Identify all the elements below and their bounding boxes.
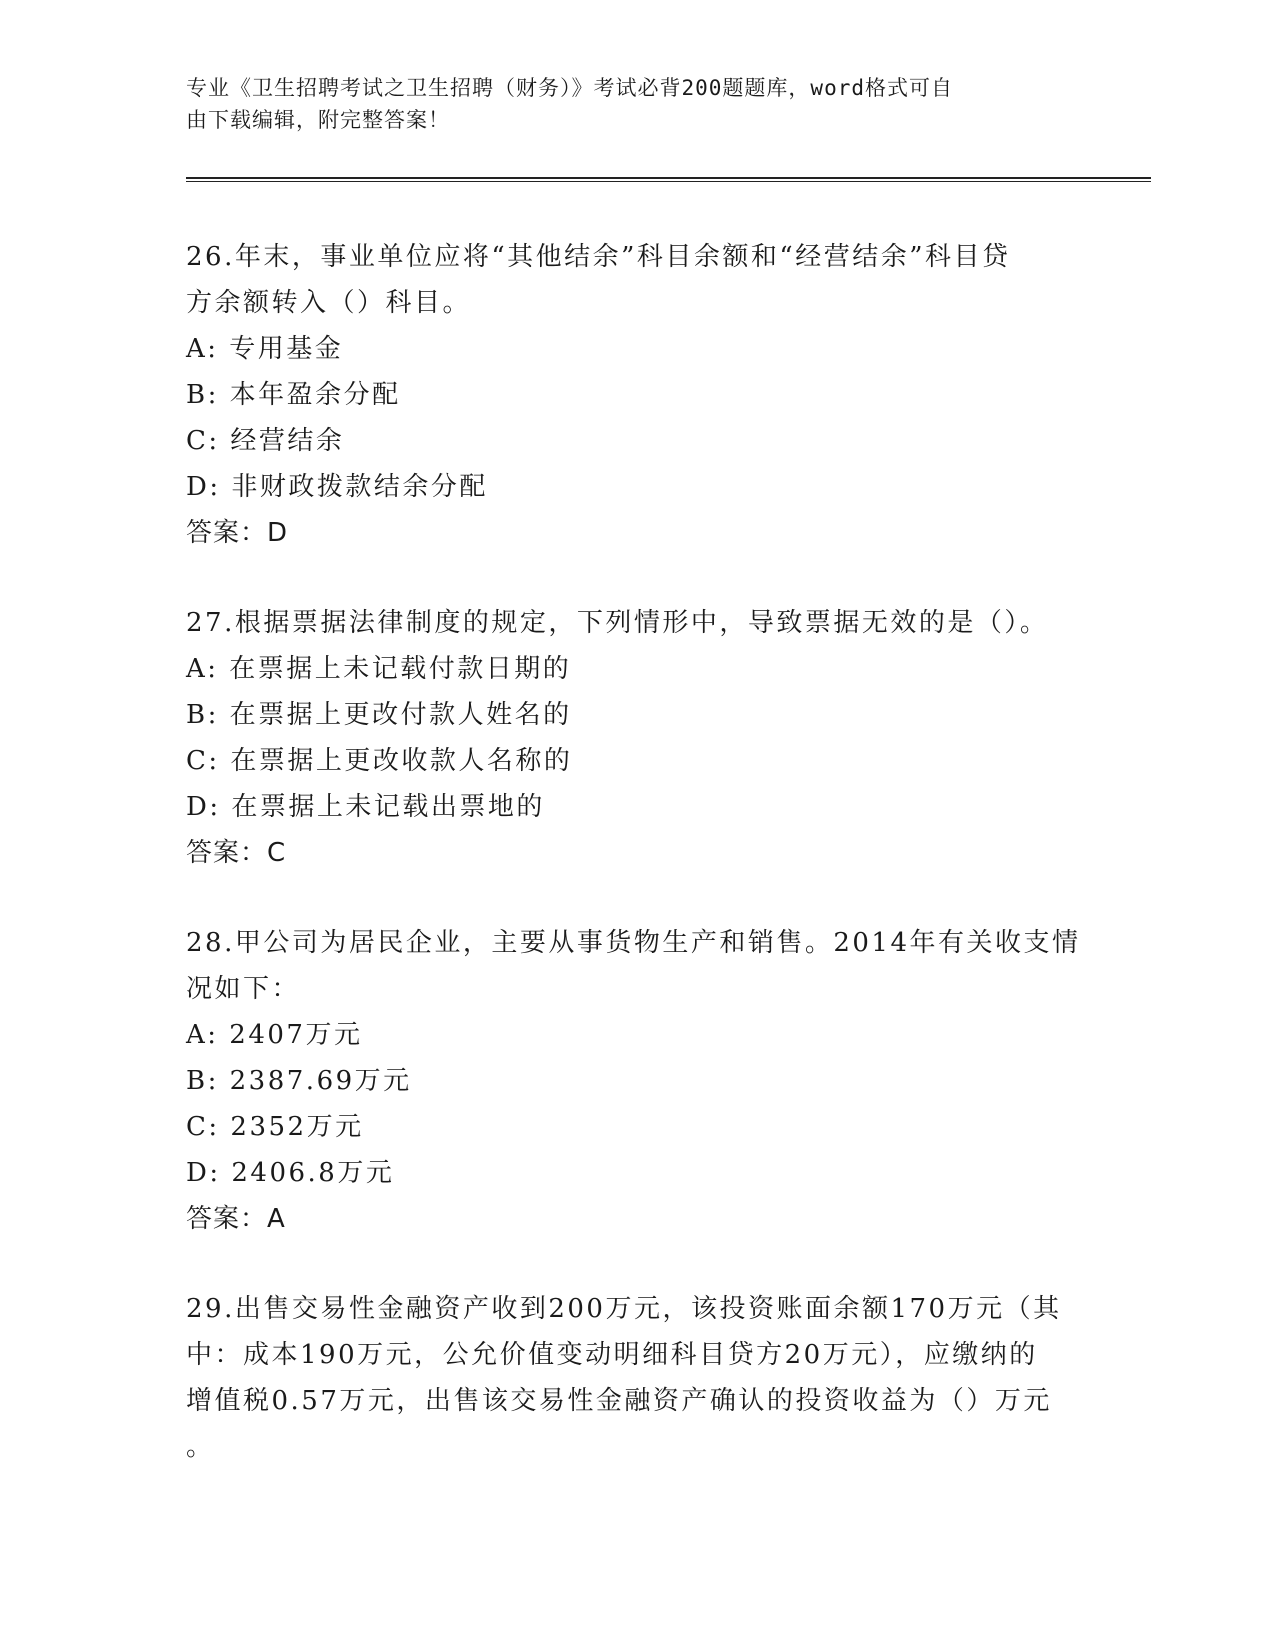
option-d: D: 非财政拨款结余分配 xyxy=(186,472,488,502)
option-b: B: 2387.69万元 xyxy=(186,1066,412,1096)
header-divider-bottom xyxy=(186,181,1151,182)
header-title-line-2: 由下载编辑，附完整答案！ xyxy=(186,108,450,132)
option-d: D: 2406.8万元 xyxy=(186,1158,395,1188)
option-a: A: 专用基金 xyxy=(186,334,344,364)
question-list xyxy=(186,234,1086,1470)
option-b: B: 在票据上更改付款人姓名的 xyxy=(186,700,572,730)
option-c: C: 经营结余 xyxy=(186,426,345,456)
option-a: A: 2407万元 xyxy=(186,1020,363,1050)
question-stem: 况如下： xyxy=(186,974,301,1004)
question-stem: 方余额转入（）科目。 xyxy=(186,288,472,318)
header-divider-top xyxy=(186,177,1151,179)
question-26 xyxy=(186,234,1086,556)
answer-label: 答案：C xyxy=(186,838,287,868)
document-header xyxy=(186,72,1066,136)
question-stem: 27.根据票据法律制度的规定，下列情形中，导致票据无效的是（）。 xyxy=(186,608,1049,638)
question-28 xyxy=(186,920,1086,1242)
option-d: D: 在票据上未记载出票地的 xyxy=(186,792,545,822)
answer-label: 答案：D xyxy=(186,518,289,548)
option-c: C: 在票据上更改收款人名称的 xyxy=(186,746,573,776)
question-27 xyxy=(186,600,1086,876)
question-stem: 29.出售交易性金融资产收到200万元，该投资账面余额170万元（其 xyxy=(186,1294,1062,1324)
question-stem: 。 xyxy=(186,1432,215,1462)
option-b: B: 本年盈余分配 xyxy=(186,380,401,410)
question-stem: 28.甲公司为居民企业，主要从事货物生产和销售。2014年有关收支情 xyxy=(186,928,1081,958)
option-c: C: 2352万元 xyxy=(186,1112,364,1142)
option-a: A: 在票据上未记载付款日期的 xyxy=(186,654,572,684)
question-stem: 增值税0.57万元，出售该交易性金融资产确认的投资收益为（）万元 xyxy=(186,1386,1052,1416)
answer-label: 答案：A xyxy=(186,1204,286,1234)
header-title-line-1: 专业《卫生招聘考试之卫生招聘（财务）》考试必背200题题库，word格式可自 xyxy=(186,76,953,100)
question-stem: 26.年末，事业单位应将“其他结余”科目余额和“经营结余”科目贷 xyxy=(186,242,1011,272)
question-stem: 中：成本190万元，公允价值变动明细科目贷方20万元），应缴纳的 xyxy=(186,1340,1038,1370)
question-29 xyxy=(186,1286,1086,1470)
